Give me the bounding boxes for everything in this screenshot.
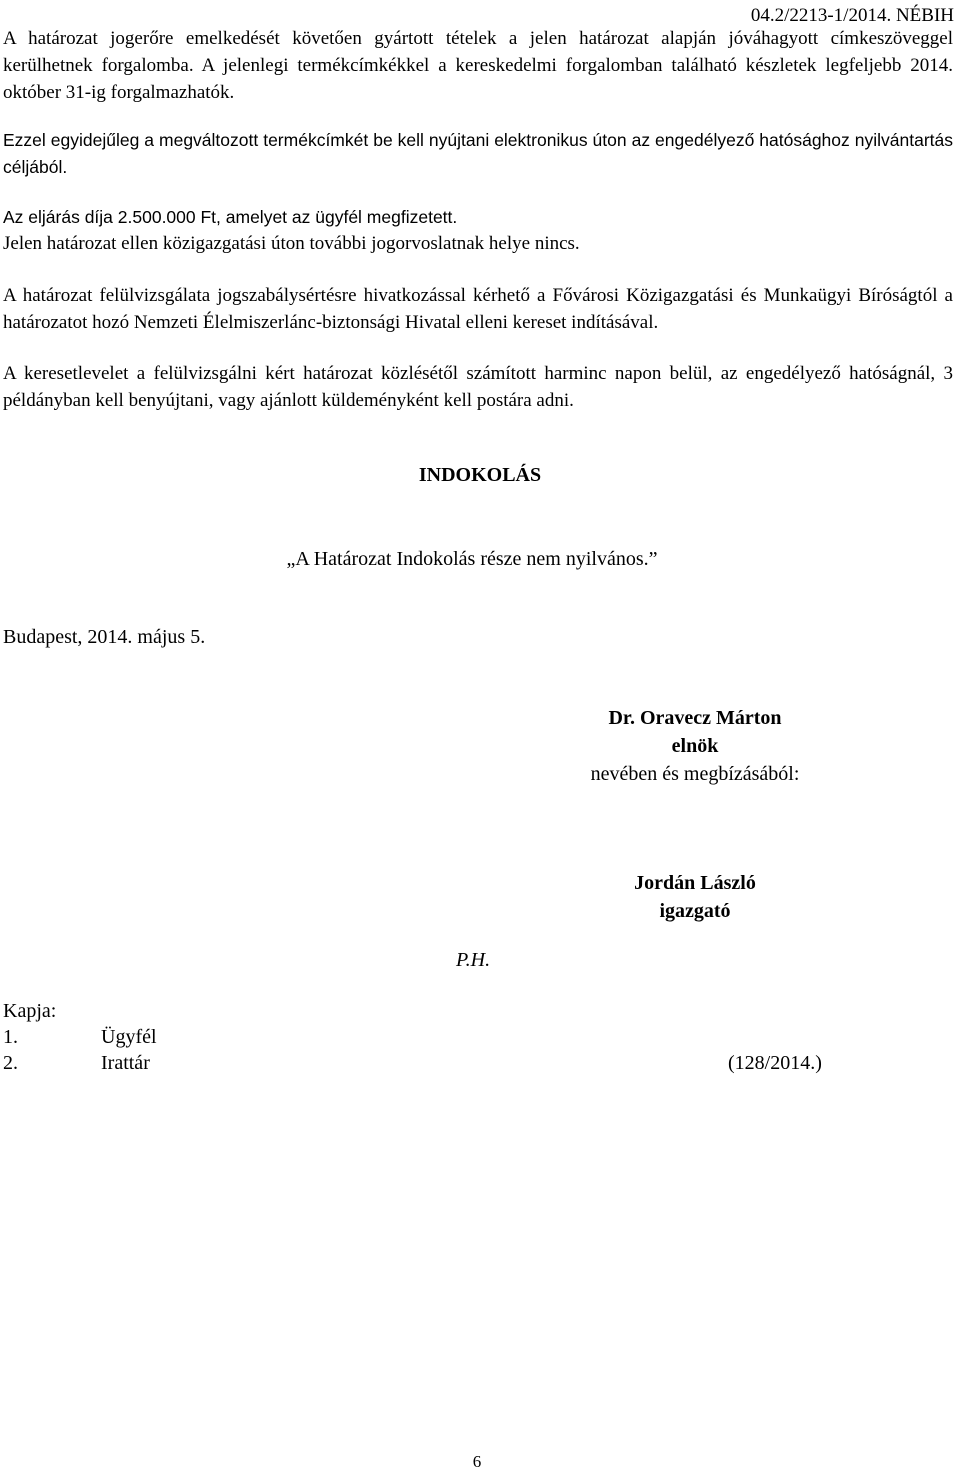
document-reference-number: 04.2/2213-1/2014. NÉBIH [750,5,954,26]
paragraph-electronic-submission: Ezzel egyidejűleg a megváltozott termékcímkét be kell nyújtani elektronikus úton az engedélyező hatósághoz nyilvántartás céljából. [3,130,953,177]
on-behalf-text: nevében és megbízásából: [590,763,800,785]
signatory-name: Jordán László [634,872,756,894]
president-name: Dr. Oravecz Márton [608,707,782,729]
president-signature-block [540,704,850,788]
page-number: 6 [472,1452,482,1471]
signatory-block [560,869,830,925]
paragraph-statement-of-claim: A keresetlevelet a felülvizsgálni kért határozat közlésétől számított harminc napon belül, az engedélyező hatóságnál, 3 példányban kell benyújtani, vagy ajánlott küldeményként kell postára adni. [3,363,953,411]
seal-placeholder: P.H. [456,949,491,971]
paragraph-judicial-review: A határozat felülvizsgálata jogszabálysértésre hivatkozással kérhető a Fővárosi Közigazgatási és Munkaügyi Bíróságtól a határozatot hozó Nemzeti Élelmiszerlánc-biztonsági Hivatal elleni kereset indításával. [3,285,953,333]
paragraph-procedure-fee: Az eljárás díja 2.500.000 Ft, amelyet az ügyfél megfizetett. [3,207,458,227]
recipients-list [3,998,933,1076]
paragraph-no-appeal: Jelen határozat ellen közigazgatási úton további jogorvoslatnak helye nincs. [3,233,580,254]
justification-heading: INDOKOLÁS [418,464,542,486]
signatory-title: igazgató [659,900,731,922]
recipient-name: Ügyfél [101,1026,157,1048]
justification-notice: „A Határozat Indokolás része nem nyilvános.” [286,548,658,570]
recipient-number: 2. [3,1052,18,1074]
recipient-name: Irattár [101,1052,150,1074]
list-item [3,1024,933,1050]
president-title: elnök [671,735,719,757]
recipient-number: 1. [3,1026,18,1048]
recipients-label: Kapja: [3,1000,57,1022]
list-item [3,1050,933,1076]
paragraph-labeling: A határozat jogerőre emelkedését követően gyártott tételek a jelen határozat alapján jóváhagyott címkeszöveggel kerülhetnek forgalomba. A jelenlegi termékcímkékkel a kereskedelmi forgalomban található készletek legfeljebb 2014. október 31-ig forgalmazhatók. [3,28,953,103]
file-number: (128/2014.) [728,1052,822,1074]
place-and-date: Budapest, 2014. május 5. [3,626,206,648]
